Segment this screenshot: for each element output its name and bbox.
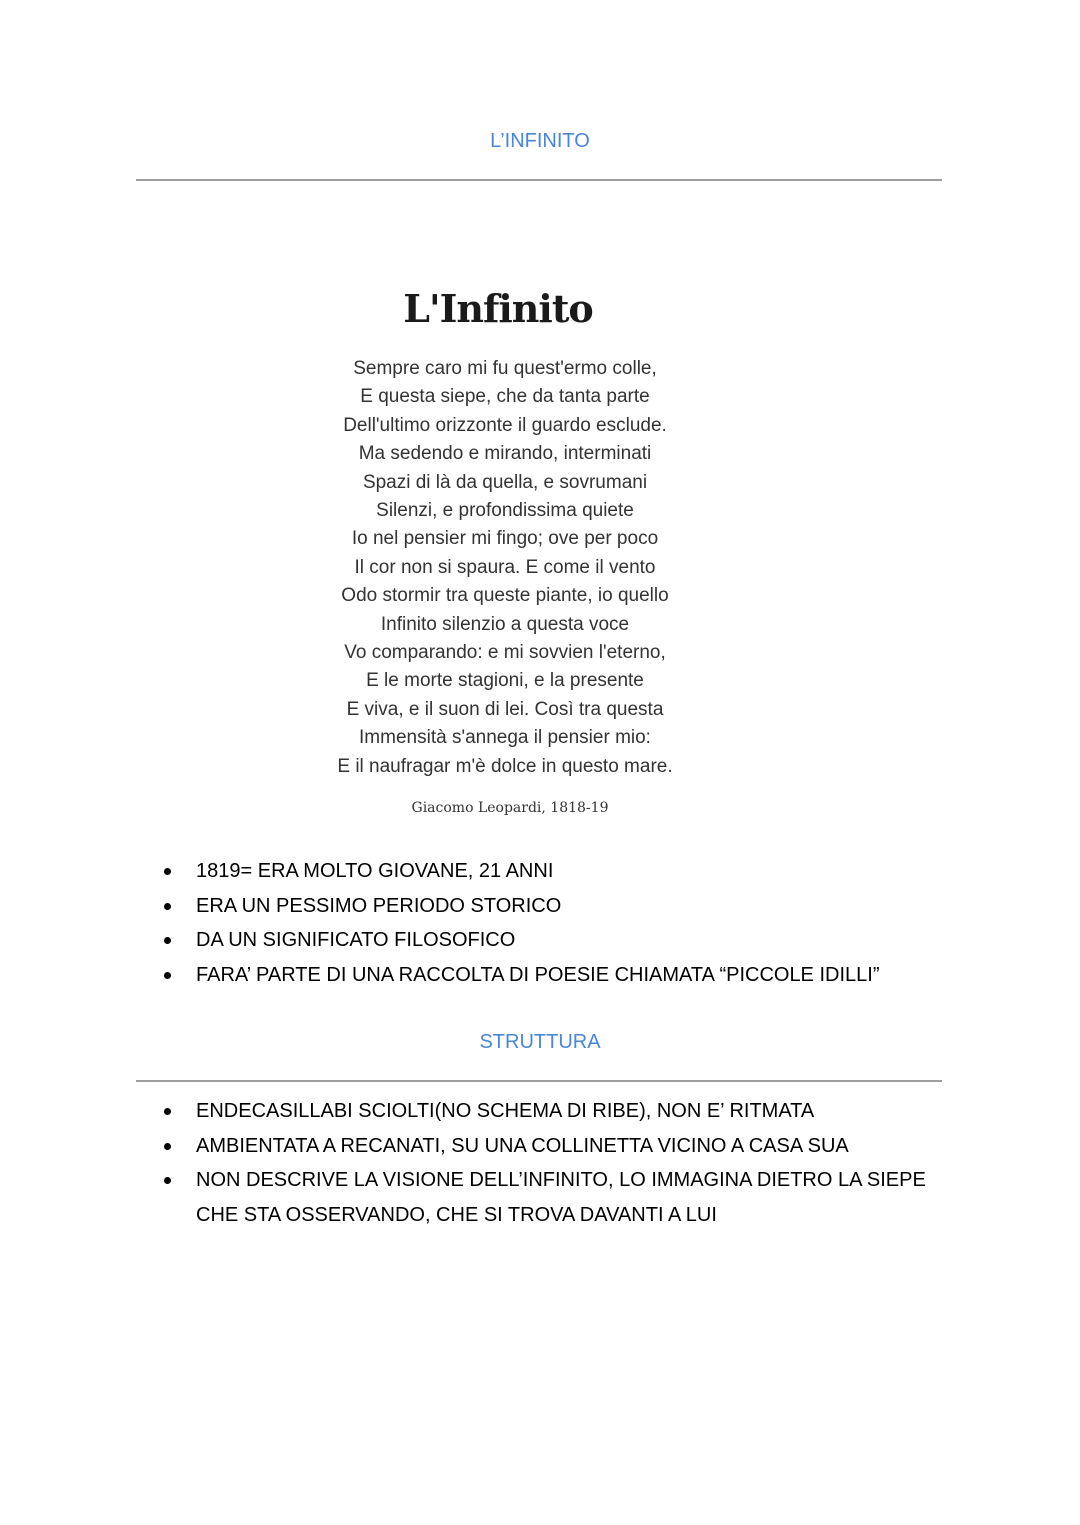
heading-rule-struttura — [136, 1080, 942, 1082]
list-item-text: AMBIENTATA A RECANATI, SU UNA COLLINETTA VICINO A CASA SUA — [196, 1134, 849, 1157]
list-item — [160, 1129, 940, 1164]
list-item-text: DA UN SIGNIFICATO FILOSOFICO — [196, 929, 516, 951]
poem-line: Dell'ultimo orizzonte il guardo esclude. — [343, 414, 667, 436]
struttura-list — [160, 1094, 940, 1232]
poem-line: Io nel pensier mi fingo; ove per poco — [351, 528, 659, 550]
heading-struttura: STRUTTURA — [479, 1031, 601, 1053]
bullet-icon — [164, 868, 171, 875]
poem-line: Spazi di là da quella, e sovrumani — [362, 471, 648, 493]
bullet-icon — [164, 1143, 171, 1150]
poem-line: E questa siepe, che da tanta parte — [360, 386, 650, 408]
list-item-text: NON DESCRIVE LA VISIONE DELL’INFINITO, LO IMMAGINA DIETRO LA SIEPE CHE STA OSSERVANDO, CHE SI TROVA DAVANTI A LUI — [196, 1169, 926, 1226]
list-item — [160, 923, 960, 958]
list-item — [160, 958, 960, 993]
notes-list — [160, 854, 960, 992]
poem-title: L'Infinito — [403, 286, 593, 331]
list-item-text: ENDECASILLABI SCIOLTI(NO SCHEMA DI RIBE), NON E’ RITMATA — [196, 1100, 815, 1122]
list-item — [160, 1163, 940, 1232]
poem-line: Vo comparando: e mi sovvien l'eterno, — [344, 642, 666, 664]
list-item — [160, 1094, 940, 1129]
bullet-icon — [164, 1108, 171, 1115]
poem-line: E le morte stagioni, e la presente — [366, 670, 644, 692]
heading-infinito: L’INFINITO — [490, 130, 590, 152]
list-item — [160, 889, 960, 924]
poem-signature: Giacomo Leopardi, 1818-19 — [411, 800, 609, 816]
heading-rule-infinito — [136, 179, 942, 181]
poem-line: Ma sedendo e mirando, interminati — [358, 443, 652, 465]
poem-line: E viva, e il suon di lei. Così tra questa — [346, 698, 664, 720]
bullet-icon — [164, 937, 171, 944]
bullet-icon — [164, 972, 171, 979]
bullet-icon — [164, 1177, 171, 1184]
poem-line: Infinito silenzio a questa voce — [380, 613, 630, 635]
poem-line: Immensità s'annega il pensier mio: — [359, 727, 651, 749]
list-item-text: ERA UN PESSIMO PERIODO STORICO — [196, 894, 562, 917]
poem-line: Sempre caro mi fu quest'ermo colle, — [353, 358, 657, 379]
poem-line: E il naufragar m'è dolce in questo mare. — [337, 755, 673, 777]
list-item-text: FARA’ PARTE DI UNA RACCOLTA DI POESIE CHIAMATA “PICCOLE IDILLI” — [196, 963, 880, 986]
poem-line: Il cor non si spaura. E come il vento — [354, 556, 656, 578]
list-item — [160, 854, 960, 889]
poem-line: Silenzi, e profondissima quiete — [376, 500, 634, 522]
poem-text — [0, 355, 1010, 781]
poem-line: Odo stormir tra queste piante, io quello — [341, 585, 669, 607]
list-item-text: 1819= ERA MOLTO GIOVANE, 21 ANNI — [196, 860, 554, 882]
bullet-icon — [164, 903, 171, 910]
